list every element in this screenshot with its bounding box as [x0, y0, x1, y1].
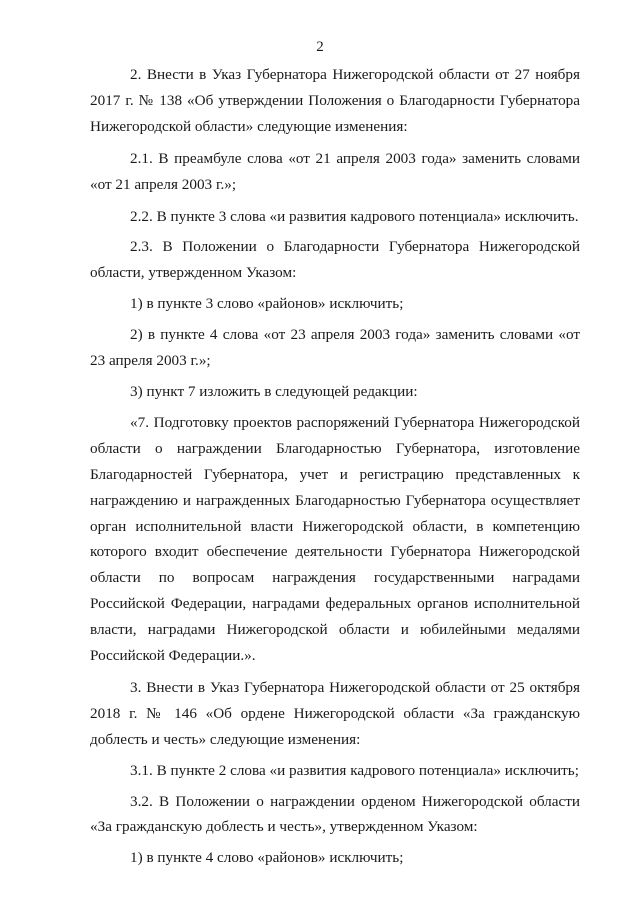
paragraph-subitem-1: 1) в пункте 3 слово «районов» исключить;: [130, 295, 404, 313]
paragraph-quoted-item-7: «7. Подготовку проектов распоряжений Губернатора Нижегородской области о награждении Благодарностью Губернатора, изготовление Благодарностей Губернатора, учет и регистрацию представленных к награждению и награжденных Благодарностью Губернатора осуществляет орган исполнительной власти Нижегородской области, в компетенцию которого входит обеспечение деятельности Губернатора Нижегородской области по вопросам награждения государственными наградами Российской Федерации, наградами федеральных органов исполнительной власти, наградами Нижегородской области и юбилейными медалями Российской Федерации.».: [90, 413, 580, 665]
paragraph-item-2: 2. Внести в Указ Губернатора Нижегородской области от 27 ноября 2017 г. № 138 «Об утверждении Положения о Благодарности Губернатора Нижегородской области» следующие изменения:: [90, 66, 580, 135]
paragraph-item-3-1: 3.1. В пункте 2 слова «и развития кадрового потенциала» исключить;: [130, 761, 579, 779]
document-body: [90, 62, 580, 871]
paragraph-item-3: 3. Внести в Указ Губернатора Нижегородской области от 25 октября 2018 г. № 146 «Об ордене Нижегородской области «За гражданскую доблесть и честь» следующие изменения:: [90, 678, 580, 748]
paragraph-subitem-3: 3) пункт 7 изложить в следующей редакции:: [130, 382, 418, 400]
page-number: 2: [316, 39, 324, 55]
paragraph-item-3-2: 3.2. В Положении о награждении орденом Нижегородской области «За гражданскую доблесть и честь», утвержденном Указом:: [90, 792, 580, 836]
paragraph-item-2-3: 2.3. В Положении о Благодарности Губернатора Нижегородской области, утвержденном Указом:: [90, 238, 580, 282]
paragraph-subitem-2: 2) в пункте 4 слова «от 23 апреля 2003 года» заменить словами «от 23 апреля 2003 г.»;: [90, 326, 580, 370]
paragraph-item-2-2: 2.2. В пункте 3 слова «и развития кадрового потенциала» исключить.: [130, 207, 579, 225]
paragraph-subitem-1-final: 1) в пункте 4 слово «районов» исключить;: [130, 849, 404, 867]
paragraph-item-2-1: 2.1. В преамбуле слова «от 21 апреля 2003 года» заменить словами «от 21 апреля 2003 г.»;: [90, 149, 580, 193]
